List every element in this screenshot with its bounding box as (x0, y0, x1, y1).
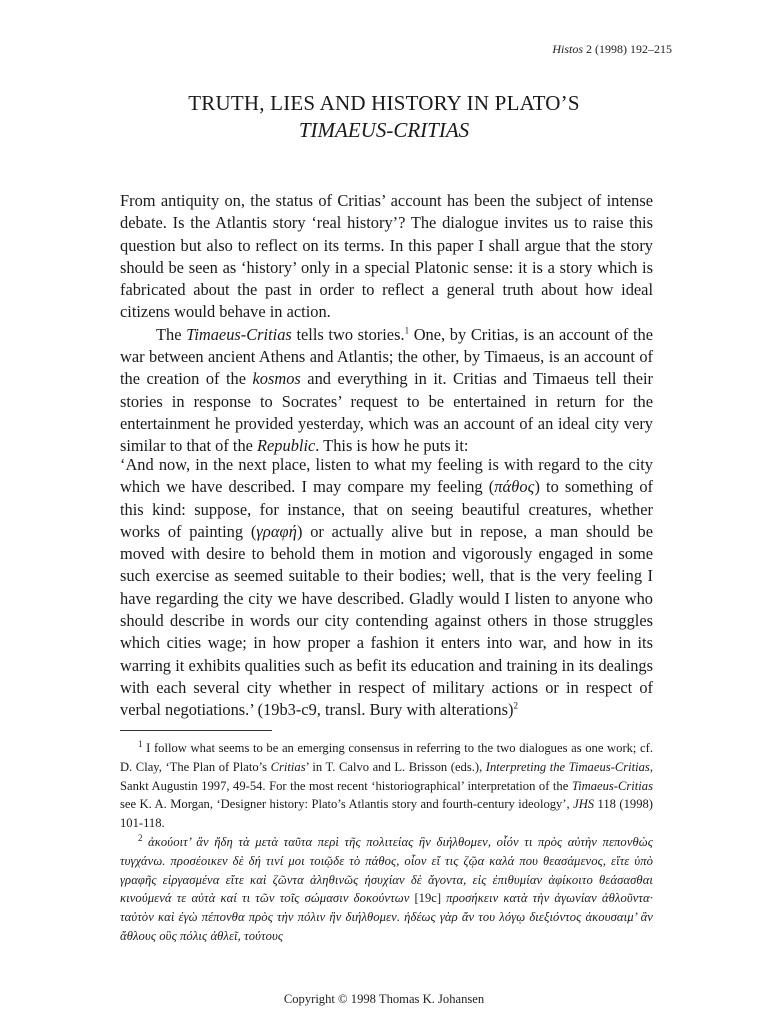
footnote-ref-1[interactable]: 1 (404, 325, 410, 336)
text-run: I follow what seems to be an emerging consensus in referring to the two dialogues as one work; cf. D. Clay, ‘The Plan of Plato’s (120, 741, 653, 774)
work-title-republic: Republic (257, 436, 316, 456)
text-run: ) to something of this kind: suppose, for instance, that on seeing beautiful creatures, whether works of painting ( (120, 477, 653, 541)
footnote-1 (120, 739, 653, 833)
copyright-line: Copyright © 1998 Thomas K. Johansen (283, 992, 485, 1006)
text-run: 118 (1998) 101-118. (120, 797, 653, 831)
footnote-2 (120, 833, 653, 946)
work-title: Timaeus-Critias (571, 778, 653, 793)
greek-text: προσήκειν κατὰ τὴν ἀγωνίαν ἀθλοῦντα· ταὐτὸν καὶ ἐγὼ πέπονθα πρὸς τὴν πόλιν ἣν διήλθομεν. ἡδέως γὰρ ἄν του λόγῳ διεξιόντος ἀκουσαιμ’ ἂν ἄθλους οὓς πόλις ἀθλεῖ, τούτους (120, 891, 654, 943)
paragraph-2 (120, 324, 653, 458)
footnote-ref-2[interactable]: 2 (513, 700, 518, 711)
text-run: . This is how he puts it: (315, 436, 469, 456)
text-run: see K. A. Morgan, ‘Designer history: Plato’s Atlantis story and fourth-century ideology’, (120, 797, 574, 812)
footnotes (120, 739, 653, 946)
greek-term-pathos: πάθος (494, 477, 535, 497)
title-line-1: TRUTH, LIES AND HISTORY IN PLATO’S (188, 91, 580, 115)
text-run: tells two stories. (291, 324, 405, 344)
text-run: and everything in it. Critias and Timaeus tell their stories in response to Socrates’ request to be entertained in return for the entertainment he provided yesterday, which was an account of an ideal city very similar to that of the (120, 369, 653, 456)
journal-volume: 2 (1998) 192–215 (586, 42, 672, 56)
quote-paragraph (120, 454, 653, 722)
footnote-number: 1 (138, 738, 143, 749)
text-run: ) or actually alive but in repose, a man should be moved with desire to behold them in motion and vigorously engaged in some such exercise as seemed suitable to their bodies; well, that is the very feeling I have regarding the city we have described. Gladly would I listen to anyone who should describe in words our city contending against others in those struggles which cities wage; in how proper a fashion it enters into war, and how in its warring it exhibits qualities such as befit its education and training in its dealings with each several city whether in respect of military actions or in respect of verbal negotiations.’ (19b3-c9, transl. Bury with alterations) (120, 521, 653, 720)
footnote-number: 2 (138, 832, 143, 843)
body-text (120, 190, 653, 458)
journal-name: Histos (552, 42, 583, 56)
article-title (60, 90, 708, 144)
text-run: , Sankt Augustin 1997, 49-54. For the most recent ‘historiographical’ interpretation of the (120, 759, 653, 793)
text-run: The (156, 324, 187, 344)
term-kosmos: kosmos (252, 369, 301, 389)
greek-text: ἀκούοιτ’ ἂν ἤδη τὰ μετὰ ταῦτα περὶ τῆς πολιτείας ἣν διήλθομεν, οἷόν τι πρὸς αὐτὴν πεπονθὼς τυγχάνω. προσέοικεν δὲ δή τινί μοι τοιῷδε τὸ πάθος, οἷον εἴ τις ζῷα καλά που θεασάμενος, εἴτε ὑπὸ γραφῆς εἰργασμένα εἴτε καὶ ζῶντα ἀληθινῶς ἡσυχίαν δὲ ἄγοντα, εἰς ἐπιθυμίαν ἀφίκοιτο θεάσασθαι κινούμενά τε αὐτὰ καί τι τῶν τοῖς σώμασιν δοκούντων (120, 834, 653, 906)
running-head (552, 42, 672, 57)
text-run: One, by Critias, is an account of the war between ancient Athens and Atlantis; the other, by Timaeus, is an account of the creation of the (120, 324, 653, 389)
greek-term-graphe: γραφή (256, 521, 297, 541)
work-title: Interpreting the Timaeus-Critias (485, 759, 650, 774)
paragraph-1: From antiquity on, the status of Critias’ account has been the subject of intense debate. Is the Atlantis story ‘real history’? The dialogue invites us to raise this question but also to reflect on its terms. In this paper I shall argue that the story should be seen as ‘history’ only in a special Platonic sense: it is a story which is fabricated about the past in order to reflect a general truth about how ideal citizens would behave in action. (120, 191, 653, 322)
text-run: ’ in T. Calvo and L. Brisson (eds.), (305, 759, 486, 774)
text-run: ‘And now, in the next place, listen to what my feeling is with regard to the city which we have described. I may compare my feeling ( (120, 455, 653, 497)
block-quote (120, 454, 653, 722)
journal-abbrev: JHS (573, 797, 595, 812)
work-title: Timaeus-Critias (186, 324, 292, 344)
footnote-rule (120, 730, 272, 731)
title-line-2: TIMAEUS-CRITIAS (298, 118, 470, 142)
stephanus-ref: [19c] (414, 891, 442, 906)
work-title: Critias (270, 759, 306, 774)
